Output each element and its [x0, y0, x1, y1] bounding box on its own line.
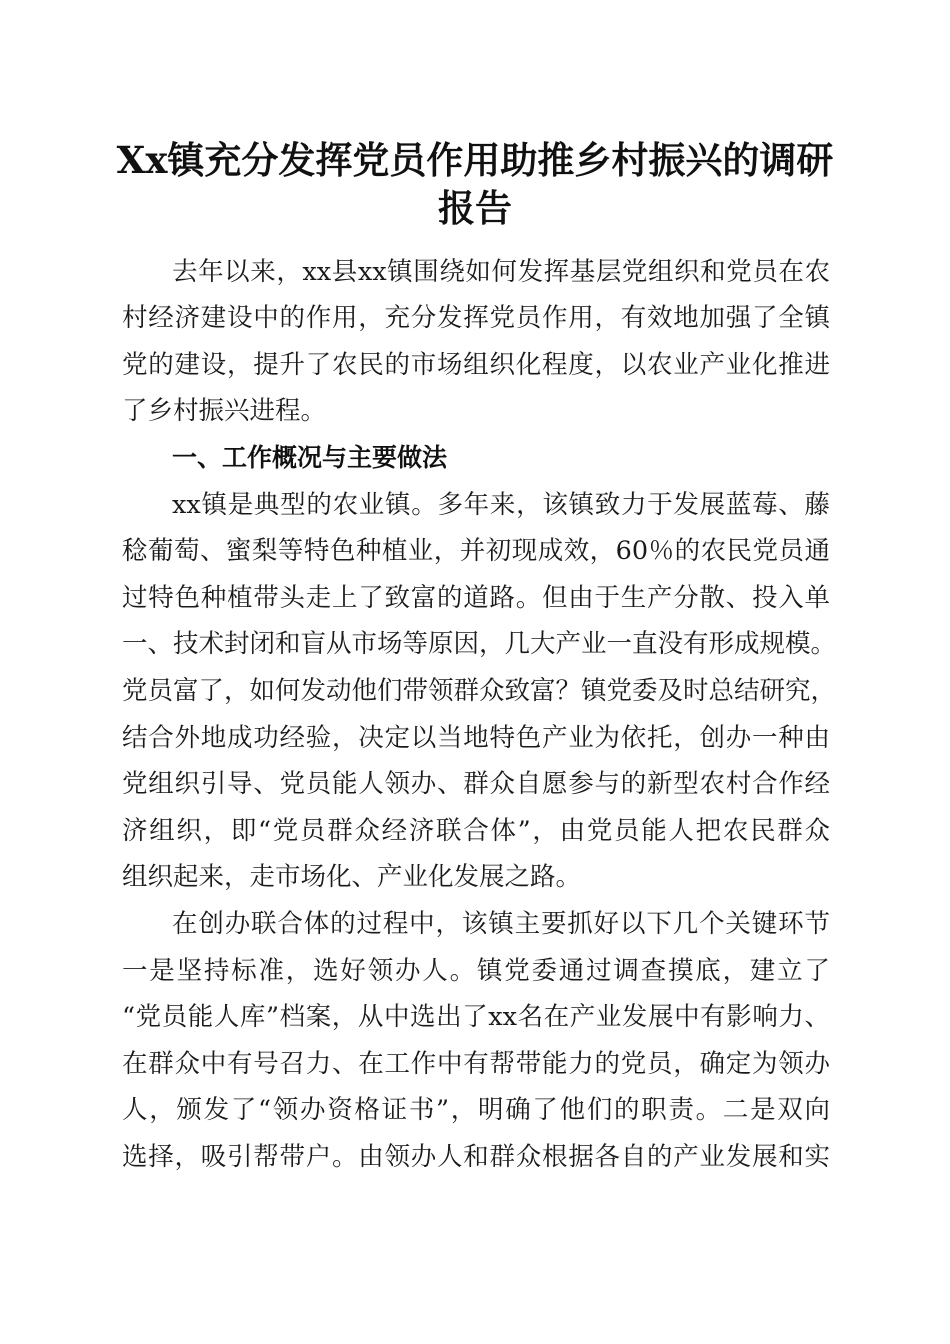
paragraph-1-line-2: 村经济建设中的作用，充分发挥党员作用，有效地加强了全镇	[122, 303, 830, 333]
paragraph-1-line-1: 去年以来，xx县xx镇围绕如何发挥基层党组织和党员在农	[172, 257, 830, 287]
paragraph-2-line-4: 一、技术封闭和盲从市场等原因，几大产业一直没有形成规模。	[122, 629, 837, 659]
paragraph-1-line-4: 了乡村振兴进程。	[122, 396, 327, 426]
paragraph-2-line-2: 稔葡萄、蜜梨等特色种植业，并初现成效，60％的农民党员通	[122, 536, 830, 566]
paragraph-2-line-1: xx镇是典型的农业镇。多年来，该镇致力于发展蓝莓、藤	[172, 490, 830, 520]
paragraph-3-line-4: 在群众中有号召力、在工作中有帮带能力的党员，确定为领办	[122, 1049, 830, 1079]
paragraph-2-line-8: 济组织，即“党员群众经济联合体”，由党员能人把农民群众	[122, 816, 830, 846]
document-title-line-2: 报告	[438, 186, 512, 230]
document-title-line-1: Xx镇充分发挥党员作用助推乡村振兴的调研	[116, 138, 834, 182]
paragraph-1-line-3: 党的建设，提升了农民的市场组织化程度，以农业产业化推进	[122, 350, 830, 380]
paragraph-3-line-6: 选择，吸引帮带户。由领办人和群众根据各自的产业发展和实	[122, 1142, 830, 1172]
paragraph-3-line-2: 一是坚持标准，选好领办人。镇党委通过调查摸底，建立了	[122, 956, 830, 986]
paragraph-2-line-5: 党员富了，如何发动他们带领群众致富？镇党委及时总结研究，	[122, 676, 837, 706]
paragraph-2-line-9: 组织起来，走市场化、产业化发展之路。	[122, 862, 582, 892]
paragraph-3-line-3: “党员能人库”档案，从中选出了xx名在产业发展中有影响力、	[122, 1002, 830, 1032]
paragraph-3-line-5: 人，颁发了“领办资格证书”，明确了他们的职责。二是双向	[122, 1095, 830, 1125]
paragraph-2-line-3: 过特色种植带头走上了致富的道路。但由于生产分散、投入单	[122, 583, 830, 613]
paragraph-2-line-7: 党组织引导、党员能人领办、群众自愿参与的新型农村合作经	[122, 769, 830, 799]
paragraph-3-line-1: 在创办联合体的过程中，该镇主要抓好以下几个关键环节	[172, 909, 830, 939]
section-1-heading: 一、工作概况与主要做法	[172, 443, 448, 472]
paragraph-2-line-6: 结合外地成功经验，决定以当地特色产业为依托，创办一种由	[122, 723, 830, 753]
